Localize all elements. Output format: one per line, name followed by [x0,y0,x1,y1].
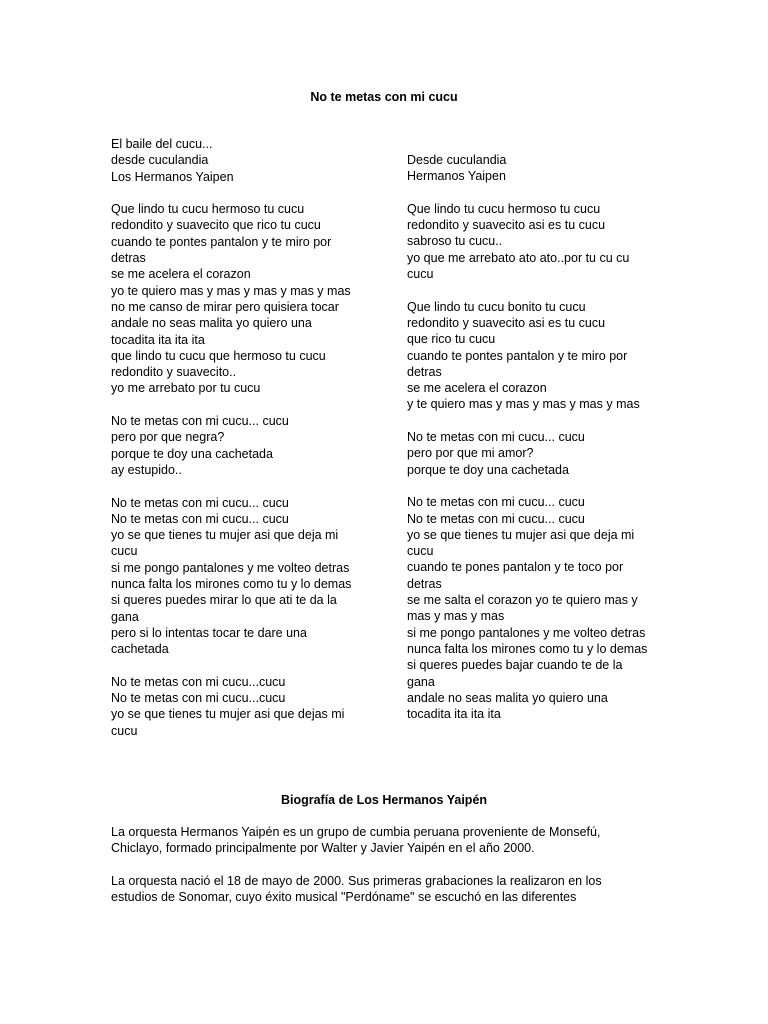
lyric-line: No te metas con mi cucu... cucu [111,511,289,526]
lyric-line: pero por que mi amor? [407,446,534,461]
lyric-line: cachetada [111,642,169,657]
lyric-line: detras [407,576,442,591]
lyric-line: si queres puedes mirar lo que ati te da la [111,593,337,608]
lyric-line: nunca falta los mirones como tu y lo demas [407,641,648,656]
lyric-line: si queres puedes bajar cuando te de la [407,658,623,673]
lyric-line: mas y mas y mas [407,609,505,624]
lyric-line: yo me arrebato por tu cucu [111,381,261,396]
biography-title: Biografía de Los Hermanos Yaipén [280,793,488,807]
lyric-line: si me pongo pantalones y me volteo detras [111,560,350,575]
lyric-line: tocadita ita ita ita [111,332,205,347]
lyric-line [111,478,376,494]
lyric-line: nunca falta los mirones como tu y lo demas [111,577,352,592]
lyric-line: cuando te pones pantalon y te toco por [407,560,624,575]
lyric-line: No te metas con mi cucu...cucu [111,674,286,689]
lyric-line: se me acelera el corazon [111,267,251,282]
lyric-line: gana [407,674,435,689]
lyric-line: y te quiero mas y mas y mas y mas y mas [407,397,640,412]
lyric-line [407,282,672,298]
lyric-line: Los Hermanos Yaipen [111,169,234,184]
lyrics-left-column [111,136,376,739]
lyric-line: redondito y suavecito asi es tu cucu [407,218,606,233]
lyric-line: Que lindo tu cucu bonito tu cucu [407,299,586,314]
lyric-line: pero si lo intentas tocar te dare una [111,625,307,640]
lyric-line: cuando te pontes pantalon y te miro por [111,234,332,249]
lyric-line [407,185,672,201]
lyric-line: que lindo tu cucu que hermoso tu cucu [111,348,326,363]
lyric-line: cuando te pontes pantalon y te miro por [407,348,628,363]
lyric-line: se me salta el corazon yo te quiero mas y [407,593,638,608]
lyric-line: yo te quiero mas y mas y mas y mas y mas [111,283,351,298]
lyric-line: tocadita ita ita ita [407,707,501,722]
lyric-line: no me canso de mirar pero quisiera tocar [111,299,339,314]
lyric-line: El baile del cucu... [111,137,213,151]
lyric-line: detras [111,251,146,266]
lyric-line: Que lindo tu cucu hermoso tu cucu [407,201,601,216]
lyric-line: yo se que tienes tu mujer asi que deja mi [407,527,635,542]
lyric-line: No te metas con mi cucu... cucu [111,495,289,510]
lyric-line: Desde cuculandia [407,153,507,167]
lyric-line: yo se que tienes tu mujer asi que deja mi [111,528,339,543]
lyric-line: cucu [111,723,138,738]
lyric-line: detras [407,364,442,379]
lyrics-right-column [407,152,672,722]
lyric-line: si me pongo pantalones y me volteo detras [407,625,646,640]
lyric-line: redondito y suavecito.. [111,365,237,380]
lyric-line: Hermanos Yaipen [407,169,506,184]
lyric-line: redondito y suavecito asi es tu cucu [407,315,606,330]
lyric-line: ay estupido.. [111,462,182,477]
lyric-line: No te metas con mi cucu... cucu [111,414,289,429]
lyric-line: cucu [111,544,138,559]
lyrics-title: No te metas con mi cucu [310,90,458,104]
lyric-line: No te metas con mi cucu... cucu [407,511,585,526]
lyric-line: andale no seas malita yo quiero una [111,316,312,331]
lyric-line: cucu [407,544,434,559]
lyric-line [407,413,672,429]
biography-paragraph: La orquesta nació el 18 de mayo de 2000. Sus primeras grabaciones la realizaron en los estudios de Sonomar, cuyo éxito musical "Perdóname" se escuchó en las diferentes [111,873,602,905]
lyric-line: gana [111,609,139,624]
lyric-line [111,397,376,413]
lyric-line: No te metas con mi cucu... cucu [407,495,585,510]
lyric-line: porque te doy una cachetada [407,462,569,477]
biography-text [111,824,631,922]
lyric-line [407,478,672,494]
lyric-line: se me acelera el corazon [407,381,547,396]
biography-paragraph: La orquesta Hermanos Yaipén es un grupo de cumbia peruana proveniente de Monsefú, Chiclayo, formado principalmente por Walter y Javier Yaipén en el año 2000. [111,825,601,856]
lyric-line: andale no seas malita yo quiero una [407,690,608,705]
lyric-line: redondito y suavecito que rico tu cucu [111,218,321,233]
lyric-line: cucu [407,267,434,282]
lyric-line: sabroso tu cucu.. [407,234,503,249]
lyric-line: No te metas con mi cucu...cucu [111,691,286,706]
lyric-line: porque te doy una cachetada [111,446,273,461]
lyric-line [111,185,376,201]
lyric-line [111,658,376,674]
lyric-line: No te metas con mi cucu... cucu [407,430,585,445]
lyric-line: Que lindo tu cucu hermoso tu cucu [111,202,305,217]
lyric-line: que rico tu cucu [407,332,496,347]
lyric-line: yo que me arrebato ato ato..por tu cu cu [407,250,630,265]
lyric-line: yo se que tienes tu mujer asi que dejas mi [111,707,345,722]
lyric-line: pero por que negra? [111,430,225,445]
lyric-line: desde cuculandia [111,153,209,168]
